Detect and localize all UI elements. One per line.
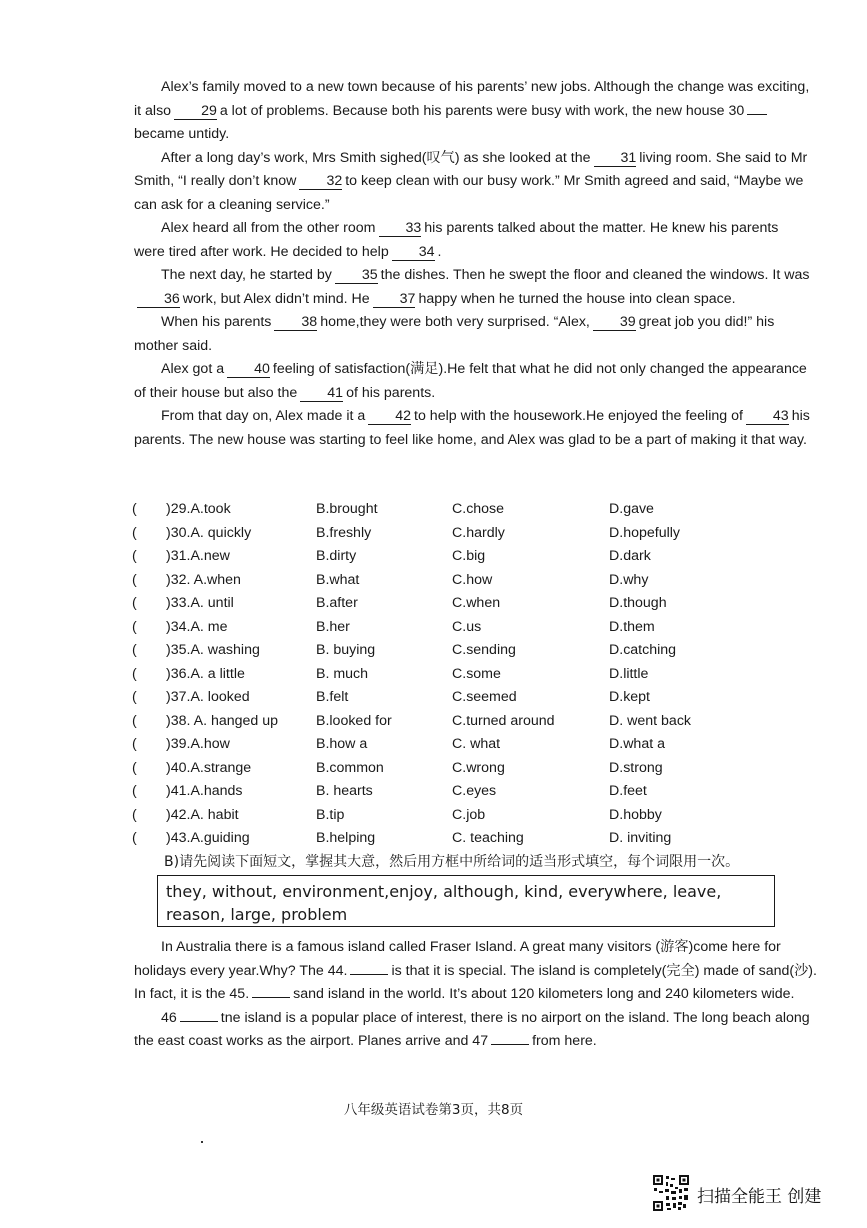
option-a: )41.A.hands	[166, 783, 243, 799]
blank-42: 42	[368, 409, 411, 425]
option-row: ( )38. A. hanged up B.looked for C.turned around D. went back	[132, 710, 822, 734]
cloze-passage	[134, 76, 810, 452]
option-row: ( )35.A. washing B. buying C.sending D.catching	[132, 639, 822, 663]
option-c: C.how	[452, 571, 493, 588]
option-b: B. much	[316, 665, 369, 682]
word-bank-box	[157, 875, 775, 927]
option-row: ( )39.A.how B.how a C. what D.what a	[132, 733, 822, 757]
page-footer: 八年级英语试卷第3页，共8页	[343, 1102, 524, 1118]
paragraph-1: Alex’s family moved to a new town because of his parents’ new jobs. Although the change was exciting, it also 29 a lot of problems. Because both his parents were busy with work, the new house 30became untidy.	[134, 79, 810, 142]
option-row: ( )29.A.took B.brought C.chose D.gave	[132, 498, 822, 522]
option-a: )33.A. until	[166, 595, 234, 611]
paragraph-b2: 46 tne island is a popular place of interest, there is no airport on the island. The long beach along the east coast works as the airport. Planes arrive and 47 from here.	[134, 1009, 810, 1049]
section-b-instruction: B)请先阅读下面短文，掌握其大意，然后用方框中所给词的适当形式填空，每个词限用一次。	[164, 854, 740, 870]
paragraph-7: From that day on, Alex made it a 42 to help with the housework.He enjoyed the feeling of 43 his parents. The new house was starting to feel like home, and Alex was glad to be a part of making it that way.	[134, 408, 810, 448]
option-a: )29.A.took	[166, 501, 231, 517]
option-d: D.little	[609, 665, 649, 682]
blank-33: 33	[379, 221, 422, 237]
stray-dot	[201, 1141, 203, 1143]
option-c: C. what	[452, 736, 501, 752]
option-c: C.sending	[452, 642, 516, 658]
paragraph-2: After a long day’s work, Mrs Smith sighed(叹气) as she looked at the 31 living room. She said to Mr Smith, “I really don’t know 32 to keep clean with our busy work.” Mr Smith agreed and said, “Maybe we can ask for a cleaning service.”	[134, 149, 808, 213]
qr-code-icon	[652, 1174, 690, 1212]
option-c: C.chose	[452, 501, 505, 517]
option-b: B.tip	[316, 806, 345, 823]
option-row: ( )43.A.guiding B.helping C. teaching D. inviting	[132, 827, 822, 851]
option-d: D.kept	[609, 689, 651, 705]
option-b: B.common	[316, 759, 384, 776]
option-row: ( )41.A.hands B. hearts C.eyes D.feet	[132, 780, 822, 804]
option-d: D.what a	[609, 736, 665, 752]
option-d: D.dark	[609, 548, 651, 564]
blank-34: 34	[392, 245, 435, 261]
option-d: D.gave	[609, 501, 654, 517]
option-d: D. inviting	[609, 830, 672, 846]
option-d: D.though	[609, 595, 667, 611]
option-row: ( )42.A. habit B.tip C.job D.hobby	[132, 804, 822, 828]
option-a: )38. A. hanged up	[166, 712, 279, 729]
options-list	[132, 498, 822, 851]
option-c: C.seemed	[452, 689, 517, 705]
option-b: B. buying	[316, 642, 376, 658]
option-a: )35.A. washing	[166, 642, 260, 658]
option-d: D.catching	[609, 642, 677, 658]
option-a: )37.A. looked	[166, 689, 250, 705]
option-row: ( )34.A. me B.her C.us D.them	[132, 616, 822, 640]
option-row: ( )33.A. until B.after C.when D.though	[132, 592, 822, 616]
option-row: ( )31.A.new B.dirty C.big D.dark	[132, 545, 822, 569]
blank-43: 43	[746, 409, 789, 425]
blank-36: 36	[137, 292, 180, 308]
option-c: C.us	[452, 618, 482, 635]
blank-35: 35	[335, 268, 378, 284]
option-b: B.brought	[316, 501, 378, 517]
option-c: C.turned around	[452, 712, 555, 729]
option-c: C.eyes	[452, 783, 497, 799]
option-b: B.felt	[316, 689, 349, 705]
paragraph-6: Alex got a 40 feeling of satisfaction(满足).He felt that what he did not only changed the appearance of their house but also the 41 of his parents.	[134, 361, 807, 401]
option-a: )31.A.new	[166, 548, 230, 564]
word-bank: they, without, environment,enjoy, although, kind, everywhere, leave, reason, large, problem	[166, 882, 722, 924]
option-row: ( )36.A. a little B. much C.some D.little	[132, 663, 822, 687]
option-c: C. teaching	[452, 830, 524, 846]
paragraph-b1: In Australia there is a famous island called Fraser Island. A great many visitors (游客)come here for holidays every year.Why? The 44. is that it is special. The island is completely(完全) made of sand(沙). In fact, it is the 45. sand island in the world. It’s about 120 kilometers long and 240 kilometers wide.	[134, 939, 817, 1002]
option-d: D.feet	[609, 783, 647, 799]
blank-38: 38	[274, 315, 317, 331]
option-d: D.hopefully	[609, 524, 680, 541]
option-b: B.dirty	[316, 548, 357, 564]
blank-29: 29	[174, 104, 217, 120]
fill-passage	[134, 936, 817, 1054]
blank-30	[747, 114, 767, 115]
option-a: )43.A.guiding	[166, 830, 250, 846]
option-b: B.after	[316, 595, 358, 611]
option-b: B.her	[316, 618, 350, 635]
option-a: )39.A.how	[166, 736, 230, 752]
option-a: )36.A. a little	[166, 665, 245, 682]
option-row: ( )40.A.strange B.common C.wrong D.strong	[132, 757, 822, 781]
option-c: C.hardly	[452, 524, 505, 541]
option-b: B.how a	[316, 736, 368, 752]
option-row: ( )32. A.when B.what C.how D.why	[132, 569, 822, 593]
option-row: ( )30.A. quickly B.freshly C.hardly D.hopefully	[132, 522, 822, 546]
blank-32: 32	[299, 174, 342, 190]
option-d: D.why	[609, 571, 649, 588]
paragraph-5: When his parents 38 home,they were both very surprised. “Alex, 39 great job you did!” his mother said.	[134, 314, 775, 354]
blank-31: 31	[594, 151, 637, 167]
option-b: B.looked for	[316, 712, 392, 729]
option-b: B. hearts	[316, 783, 373, 799]
option-b: B.what	[316, 571, 360, 588]
blank-45	[252, 997, 290, 998]
blank-40: 40	[227, 362, 270, 378]
option-b: B.helping	[316, 830, 376, 846]
paragraph-4: The next day, he started by 35 the dishes. Then he swept the floor and cleaned the windows. It was36 work, but Alex didn’t mind. He 37 happy when he turned the house into clean space.	[134, 264, 810, 311]
option-d: D.strong	[609, 759, 663, 776]
option-c: C.big	[452, 548, 486, 564]
option-c: C.wrong	[452, 759, 505, 776]
option-a: )32. A.when	[166, 571, 241, 588]
option-a: )42.A. habit	[166, 806, 239, 823]
blank-46	[180, 1021, 218, 1022]
blank-37: 37	[373, 292, 416, 308]
blank-41: 41	[300, 386, 343, 402]
option-row: ( )37.A. looked B.felt C.seemed D.kept	[132, 686, 822, 710]
option-c: C.some	[452, 665, 501, 682]
blank-39: 39	[593, 315, 636, 331]
option-d: D.them	[609, 618, 655, 635]
option-a: )34.A. me	[166, 618, 228, 635]
option-a: )30.A. quickly	[166, 524, 252, 541]
option-d: D.hobby	[609, 806, 662, 823]
option-b: B.freshly	[316, 524, 372, 541]
option-d: D. went back	[609, 712, 692, 729]
blank-44	[350, 974, 388, 975]
blank-47	[491, 1044, 529, 1045]
option-a: )40.A.strange	[166, 759, 252, 776]
option-c: C.when	[452, 595, 501, 611]
scanner-brand: 扫描全能王 创建	[697, 1187, 822, 1207]
option-c: C.job	[452, 806, 486, 823]
paragraph-3: Alex heard all from the other room 33 his parents talked about the matter. He knew his parents were tired after work. He decided to help 34 .	[134, 220, 779, 260]
